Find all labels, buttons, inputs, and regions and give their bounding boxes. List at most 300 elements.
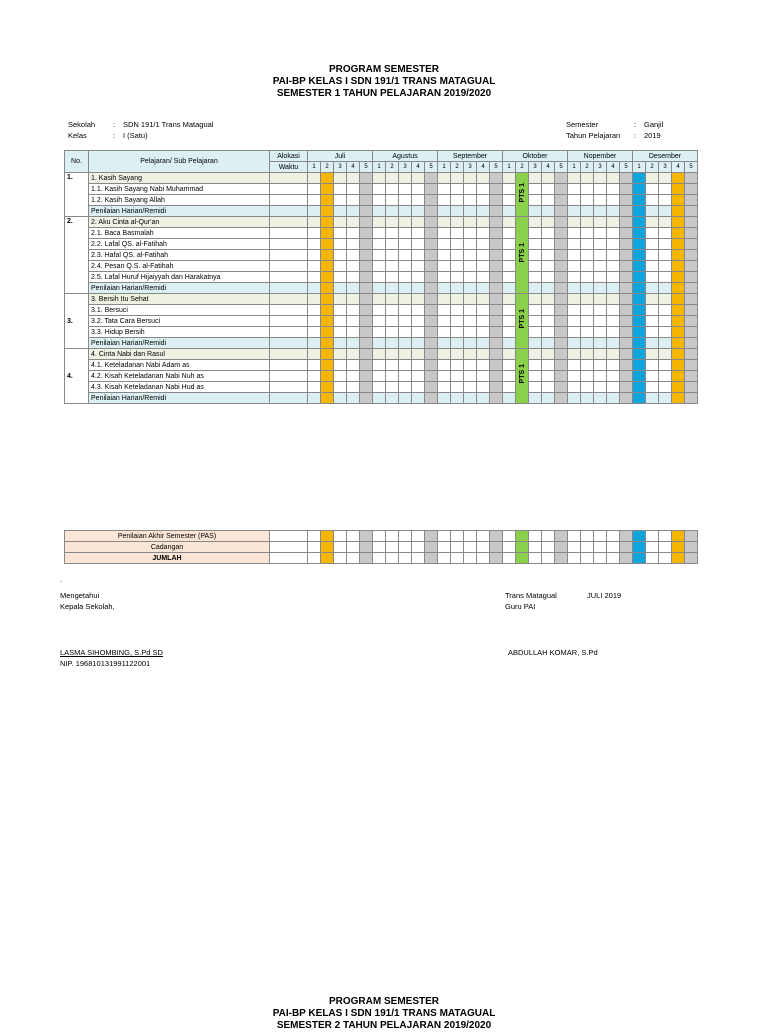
week-cell <box>360 305 373 316</box>
week-cell <box>620 283 633 294</box>
week-cell <box>672 206 685 217</box>
week-cell <box>464 349 477 360</box>
week-number: 3 <box>529 162 542 173</box>
week-cell <box>347 382 360 393</box>
week-cell <box>425 228 438 239</box>
week-cell <box>321 294 334 305</box>
week-cell <box>542 184 555 195</box>
week-cell <box>542 294 555 305</box>
week-cell <box>594 228 607 239</box>
alokasi-cell <box>270 184 308 195</box>
week-cell <box>568 195 581 206</box>
week-cell <box>594 250 607 261</box>
week-cell <box>321 250 334 261</box>
week-cell <box>646 228 659 239</box>
week-cell <box>581 173 594 184</box>
week-cell <box>581 184 594 195</box>
week-cell <box>503 195 516 206</box>
week-cell <box>555 349 568 360</box>
week-cell <box>386 184 399 195</box>
week-cell <box>347 173 360 184</box>
week-cell <box>321 316 334 327</box>
week-cell <box>477 393 490 404</box>
week-cell <box>659 553 672 564</box>
alokasi-cell <box>270 553 308 564</box>
week-cell <box>451 217 464 228</box>
week-cell <box>607 272 620 283</box>
week-cell <box>620 173 633 184</box>
week-cell <box>503 184 516 195</box>
week-cell <box>373 531 386 542</box>
week-cell <box>412 228 425 239</box>
week-cell <box>347 349 360 360</box>
week-cell <box>607 239 620 250</box>
penilaian-label: Penilaian Harian/Remidi <box>89 338 270 349</box>
week-cell <box>568 553 581 564</box>
week-cell <box>607 195 620 206</box>
week-cell <box>542 206 555 217</box>
week-cell <box>646 294 659 305</box>
sub-item: 2.2. Lafal QS. al-Fatihah <box>89 239 270 250</box>
week-cell <box>412 206 425 217</box>
week-cell <box>386 349 399 360</box>
week-cell <box>529 184 542 195</box>
mengetahui-label: Mengetahui <box>60 591 100 600</box>
week-cell <box>399 349 412 360</box>
week-cell <box>334 360 347 371</box>
week-cell <box>607 283 620 294</box>
info-left <box>68 119 213 141</box>
week-cell <box>464 360 477 371</box>
week-cell <box>594 393 607 404</box>
week-cell <box>360 195 373 206</box>
week-cell <box>620 272 633 283</box>
week-cell <box>594 553 607 564</box>
tahun-label: Tahun Pelajaran <box>566 131 621 140</box>
place-label: Trans Matagual <box>505 591 557 600</box>
table-row <box>65 217 698 228</box>
week-cell <box>360 327 373 338</box>
summary-row <box>65 542 698 553</box>
week-cell <box>607 371 620 382</box>
week-cell <box>646 531 659 542</box>
week-cell <box>321 531 334 542</box>
week-cell <box>451 195 464 206</box>
week-cell <box>308 338 321 349</box>
week-cell <box>438 217 451 228</box>
week-cell <box>425 261 438 272</box>
week-cell <box>386 316 399 327</box>
week-cell <box>659 542 672 553</box>
pts-label: PTS 1 <box>518 243 526 263</box>
week-cell <box>659 283 672 294</box>
week-cell <box>308 371 321 382</box>
week-cell <box>672 542 685 553</box>
week-cell <box>542 228 555 239</box>
alokasi-cell <box>270 542 308 553</box>
week-cell <box>646 250 659 261</box>
week-number: 2 <box>321 162 334 173</box>
week-cell <box>685 206 698 217</box>
week-cell <box>334 195 347 206</box>
week-cell <box>347 531 360 542</box>
week-cell <box>425 327 438 338</box>
week-cell <box>659 371 672 382</box>
week-cell <box>607 261 620 272</box>
week-cell <box>503 283 516 294</box>
week-cell <box>399 305 412 316</box>
week-cell <box>594 261 607 272</box>
week-cell <box>659 228 672 239</box>
week-cell <box>334 382 347 393</box>
week-cell <box>594 542 607 553</box>
month-header: September <box>438 151 503 162</box>
week-cell <box>503 531 516 542</box>
week-cell <box>412 305 425 316</box>
week-cell <box>464 371 477 382</box>
week-cell <box>425 294 438 305</box>
alokasi-cell <box>270 349 308 360</box>
week-cell <box>594 531 607 542</box>
week-cell <box>555 217 568 228</box>
week-cell <box>490 349 503 360</box>
sub-item: 3.2. Tata Cara Bersuci <box>89 316 270 327</box>
week-cell <box>672 305 685 316</box>
info-right <box>566 119 663 141</box>
week-cell <box>438 553 451 564</box>
week-number: 5 <box>620 162 633 173</box>
week-cell <box>594 173 607 184</box>
week-cell <box>529 217 542 228</box>
week-cell <box>438 360 451 371</box>
week-cell <box>399 206 412 217</box>
week-number: 1 <box>438 162 451 173</box>
week-cell <box>451 206 464 217</box>
week-cell <box>659 349 672 360</box>
week-cell <box>672 195 685 206</box>
week-cell <box>308 272 321 283</box>
week-cell <box>334 294 347 305</box>
table-row <box>65 283 698 294</box>
week-cell <box>672 371 685 382</box>
week-cell <box>308 316 321 327</box>
colon: : <box>634 131 637 140</box>
section-title: 4. Cinta Nabi dan Rasul <box>89 349 270 360</box>
week-cell <box>490 327 503 338</box>
week-cell <box>425 316 438 327</box>
week-cell <box>555 327 568 338</box>
week-cell <box>555 250 568 261</box>
week-cell <box>516 553 529 564</box>
week-cell <box>633 217 646 228</box>
week-cell <box>503 349 516 360</box>
week-cell <box>581 228 594 239</box>
week-cell <box>685 294 698 305</box>
week-cell <box>464 531 477 542</box>
week-cell <box>594 206 607 217</box>
week-cell <box>451 294 464 305</box>
week-cell <box>685 553 698 564</box>
week-cell <box>672 228 685 239</box>
table-row <box>65 371 698 382</box>
week-cell <box>529 283 542 294</box>
week-cell <box>360 184 373 195</box>
week-cell <box>464 173 477 184</box>
week-cell <box>529 228 542 239</box>
week-cell <box>555 338 568 349</box>
alokasi-cell <box>270 206 308 217</box>
sub-item: 3.3. Hidup Bersih <box>89 327 270 338</box>
week-number: 1 <box>568 162 581 173</box>
table-row <box>65 327 698 338</box>
week-cell <box>347 206 360 217</box>
week-cell <box>477 184 490 195</box>
month-header: Oktober <box>503 151 568 162</box>
week-cell <box>685 272 698 283</box>
week-cell <box>555 316 568 327</box>
principal-nip: NIP. 196810131991122001 <box>60 659 151 668</box>
week-cell <box>685 261 698 272</box>
kelas-value: I (Satu) <box>123 131 148 140</box>
week-cell <box>607 217 620 228</box>
week-cell <box>646 239 659 250</box>
week-cell <box>438 206 451 217</box>
week-cell <box>568 239 581 250</box>
week-cell <box>555 206 568 217</box>
week-cell <box>360 261 373 272</box>
week-cell <box>425 272 438 283</box>
week-cell <box>503 316 516 327</box>
week-cell <box>334 305 347 316</box>
week-cell <box>607 393 620 404</box>
week-cell <box>620 393 633 404</box>
pts-cell <box>516 217 529 294</box>
week-cell <box>373 349 386 360</box>
week-cell <box>360 338 373 349</box>
week-cell <box>581 542 594 553</box>
week-cell <box>542 542 555 553</box>
week-cell <box>347 316 360 327</box>
table-row <box>65 382 698 393</box>
week-cell <box>646 360 659 371</box>
week-cell <box>594 338 607 349</box>
week-cell <box>347 371 360 382</box>
alokasi-cell <box>270 217 308 228</box>
week-cell <box>412 250 425 261</box>
summary-label: JUMLAH <box>65 553 270 564</box>
week-cell <box>659 393 672 404</box>
week-cell <box>542 261 555 272</box>
week-cell <box>633 316 646 327</box>
week-cell <box>373 338 386 349</box>
guru-label: Guru PAI <box>505 602 536 611</box>
week-cell <box>490 371 503 382</box>
week-cell <box>581 305 594 316</box>
week-cell <box>464 206 477 217</box>
week-cell <box>581 531 594 542</box>
week-cell <box>308 184 321 195</box>
week-cell <box>438 349 451 360</box>
week-cell <box>607 228 620 239</box>
alokasi-cell <box>270 250 308 261</box>
table-row <box>65 360 698 371</box>
week-cell <box>490 393 503 404</box>
colon: : <box>113 120 116 129</box>
week-cell <box>347 228 360 239</box>
week-cell <box>620 360 633 371</box>
week-cell <box>594 360 607 371</box>
week-cell <box>607 184 620 195</box>
week-cell <box>581 371 594 382</box>
week-cell <box>672 360 685 371</box>
week-number: 3 <box>399 162 412 173</box>
week-cell <box>321 206 334 217</box>
week-cell <box>373 228 386 239</box>
week-cell <box>620 206 633 217</box>
week-cell <box>412 173 425 184</box>
week-cell <box>425 184 438 195</box>
week-cell <box>633 349 646 360</box>
week-cell <box>529 371 542 382</box>
week-cell <box>594 371 607 382</box>
week-cell <box>672 553 685 564</box>
week-cell <box>308 349 321 360</box>
week-cell <box>477 542 490 553</box>
week-cell <box>399 531 412 542</box>
week-cell <box>321 553 334 564</box>
week-number: 4 <box>477 162 490 173</box>
week-cell <box>321 228 334 239</box>
week-cell <box>425 239 438 250</box>
week-cell <box>581 272 594 283</box>
week-cell <box>581 360 594 371</box>
week-cell <box>685 338 698 349</box>
week-cell <box>425 195 438 206</box>
week-cell <box>334 228 347 239</box>
week-cell <box>555 542 568 553</box>
week-cell <box>399 371 412 382</box>
week-cell <box>438 327 451 338</box>
week-cell <box>568 393 581 404</box>
page-title: PROGRAM SEMESTER <box>328 64 439 75</box>
sub-item: 2.3. Hafal QS. al-Fatihah <box>89 250 270 261</box>
month-header: Desember <box>633 151 698 162</box>
week-cell <box>477 195 490 206</box>
week-cell <box>412 294 425 305</box>
week-cell <box>399 393 412 404</box>
week-cell <box>555 228 568 239</box>
week-cell <box>438 250 451 261</box>
week-cell <box>412 382 425 393</box>
week-cell <box>425 173 438 184</box>
week-cell <box>347 393 360 404</box>
week-cell <box>685 250 698 261</box>
week-cell <box>542 272 555 283</box>
week-cell <box>373 371 386 382</box>
week-cell <box>373 261 386 272</box>
week-cell <box>477 553 490 564</box>
week-cell <box>542 316 555 327</box>
summary-label: Penilaian Akhir Semester (PAS) <box>65 531 270 542</box>
week-cell <box>620 217 633 228</box>
week-cell <box>581 217 594 228</box>
week-cell <box>464 393 477 404</box>
week-cell <box>490 217 503 228</box>
alokasi-cell <box>270 393 308 404</box>
week-cell <box>555 531 568 542</box>
week-cell <box>464 283 477 294</box>
table-row <box>65 173 698 184</box>
week-cell <box>399 239 412 250</box>
week-cell <box>386 360 399 371</box>
week-cell <box>672 327 685 338</box>
week-cell <box>620 239 633 250</box>
week-cell <box>477 261 490 272</box>
table-row <box>65 349 698 360</box>
week-cell <box>373 316 386 327</box>
week-number: 2 <box>386 162 399 173</box>
week-cell <box>659 382 672 393</box>
week-number: 2 <box>581 162 594 173</box>
week-cell <box>568 272 581 283</box>
week-cell <box>399 294 412 305</box>
week-cell <box>646 349 659 360</box>
week-cell <box>438 294 451 305</box>
week-cell <box>659 206 672 217</box>
colon: : <box>634 120 637 129</box>
week-cell <box>386 173 399 184</box>
week-cell <box>464 553 477 564</box>
week-cell <box>451 382 464 393</box>
week-cell <box>685 228 698 239</box>
week-cell <box>581 327 594 338</box>
week-cell <box>542 531 555 542</box>
week-cell <box>490 228 503 239</box>
week-cell <box>386 239 399 250</box>
week-cell <box>451 261 464 272</box>
week-cell <box>555 184 568 195</box>
week-cell <box>347 294 360 305</box>
week-cell <box>321 393 334 404</box>
week-cell <box>477 305 490 316</box>
principal-name: LASMA SIHOMBING, S.Pd SD <box>60 648 163 657</box>
week-cell <box>568 283 581 294</box>
week-cell <box>464 261 477 272</box>
week-cell <box>568 173 581 184</box>
week-cell <box>503 261 516 272</box>
section-title: 3. Bersih Itu Sehat <box>89 294 270 305</box>
week-cell <box>633 250 646 261</box>
week-cell <box>412 195 425 206</box>
week-cell <box>347 195 360 206</box>
table-row <box>65 393 698 404</box>
week-cell <box>347 250 360 261</box>
week-cell <box>399 250 412 261</box>
signature-left-name <box>60 647 163 669</box>
week-cell <box>529 239 542 250</box>
week-cell <box>633 283 646 294</box>
week-cell <box>451 272 464 283</box>
week-cell <box>477 327 490 338</box>
week-cell <box>334 173 347 184</box>
week-cell <box>633 184 646 195</box>
week-cell <box>490 382 503 393</box>
penilaian-label: Penilaian Harian/Remidi <box>89 206 270 217</box>
week-cell <box>386 272 399 283</box>
week-cell <box>503 542 516 553</box>
week-cell <box>594 184 607 195</box>
table-row <box>65 338 698 349</box>
